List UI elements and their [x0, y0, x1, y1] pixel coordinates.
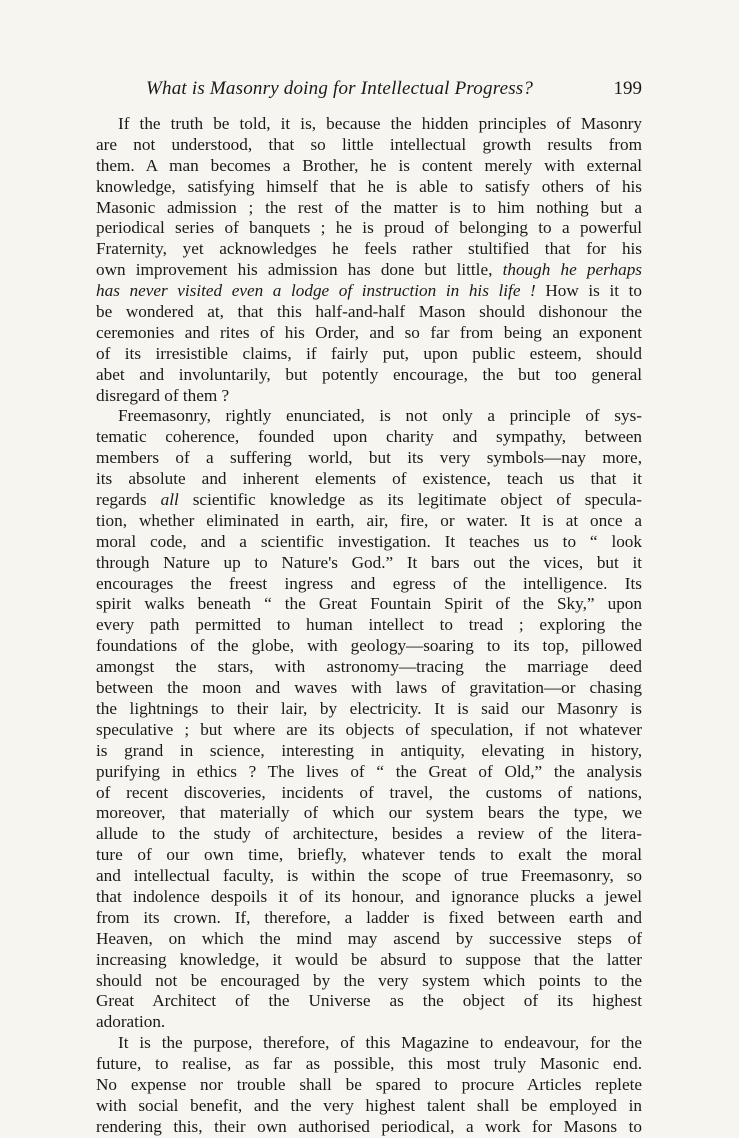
text-segment: adoration.: [96, 1012, 166, 1032]
text-segment: allude to the study of architecture, besides a review of the litera-: [96, 824, 642, 844]
text-line: [96, 699, 642, 720]
text-line: [96, 177, 642, 198]
text-segment: own improvement his admission has done but little,: [96, 260, 503, 280]
text-line: [96, 803, 642, 824]
text-line: [96, 908, 642, 929]
text-segment: knowledge, satisfying himself that he is able to satisfy others of his: [96, 176, 642, 196]
text-segment: periodical series of banquets ; he is proud of belonging to a powerful: [96, 218, 642, 238]
text-line: [96, 1075, 642, 1096]
page-header: [96, 78, 642, 104]
text-line: [96, 678, 642, 699]
text-line: [96, 344, 642, 365]
text-line: [96, 971, 642, 992]
text-segment: future, to realise, as far as possible, this most truly Masonic end.: [96, 1054, 642, 1074]
text-segment: No expense nor trouble shall be spared to procure Articles replete: [96, 1074, 642, 1094]
text-segment: disregard of them ?: [96, 385, 230, 405]
text-line: [96, 490, 642, 511]
text-line: [96, 260, 642, 281]
text-line: [96, 783, 642, 804]
text-line: [96, 1117, 642, 1138]
text-line: [96, 866, 642, 887]
text-line: [96, 824, 642, 845]
text-segment: members of a suffering world, but its very symbols—nay more,: [96, 448, 642, 468]
text-line: [96, 762, 642, 783]
text-line: [96, 365, 642, 386]
text-line: [96, 1096, 642, 1117]
text-segment: abet and involuntarily, but potently encourage, the but too general: [96, 364, 642, 384]
text-line: [96, 532, 642, 553]
text-segment: are not understood, that so little intellectual growth results from: [96, 134, 642, 154]
text-segment: It is the purpose, therefore, of this Magazine to endeavour, for the: [118, 1033, 642, 1053]
text-segment: encourages the freest ingress and egress of the intelligence. Its: [96, 573, 642, 593]
text-line: [96, 218, 642, 239]
text-segment: moral code, and a scientific investigation. It teaches us to “ look: [96, 531, 642, 551]
text-segment: between the moon and waves with laws of gravitation—or chasing: [96, 678, 642, 698]
text-segment: spirit walks beneath “ the Great Fountain Spirit of the Sky,” upon: [96, 594, 642, 614]
text-line: [96, 741, 642, 762]
text-line: [96, 845, 642, 866]
text-segment: increasing knowledge, it would be absurd to suppose that the latter: [96, 949, 642, 969]
text-line: [96, 950, 642, 971]
text-segment: tion, whether eliminated in earth, air, fire, or water. It is at once a: [96, 510, 642, 530]
text-segment: speculative ; but where are its objects of speculation, if not whatever: [96, 719, 642, 739]
text-segment: of its irresistible claims, if fairly put, upon public esteem, should: [96, 343, 642, 363]
text-segment: scientific knowledge as its legitimate object of specula-: [178, 490, 642, 510]
text-segment: Masonic admission ; the rest of the matter is to him nothing but a: [96, 197, 642, 217]
text-line: [96, 448, 642, 469]
text-line: [96, 615, 642, 636]
text-line: [96, 302, 642, 323]
text-line: [96, 198, 642, 219]
text-segment: through Nature up to Nature's God.” It bars out the vices, but it: [96, 552, 642, 572]
text-line: [96, 114, 642, 135]
text-line: [96, 887, 642, 908]
text-segment: tematic coherence, founded upon charity and sympathy, between: [96, 427, 642, 447]
text-segment: ceremonies and rites of his Order, and so far from being an exponent: [96, 322, 642, 342]
italic-segment: has never visited even a lodge of instruction in his life !: [96, 281, 536, 301]
article-body: [96, 114, 642, 1138]
text-line: [96, 469, 642, 490]
text-segment: Heaven, on which the mind may ascend by successive steps of: [96, 928, 642, 948]
text-line: [96, 1033, 642, 1054]
text-segment: from its crown. If, therefore, a ladder is fixed between earth and: [96, 907, 642, 927]
text-segment: its absolute and inherent elements of existence, teach us that it: [96, 469, 642, 489]
text-line: [96, 386, 642, 407]
text-segment: of recent discoveries, incidents of travel, the customs of nations,: [96, 782, 642, 802]
text-segment: is grand in science, interesting in antiquity, elevating in history,: [96, 740, 642, 760]
text-line: [96, 511, 642, 532]
italic-segment: though he perhaps: [502, 260, 642, 280]
text-segment: should not be encouraged by the very system which points to the: [96, 970, 642, 990]
page-number: 199: [613, 78, 642, 99]
text-segment: If the truth be told, it is, because the hidden principles of Masonry: [118, 114, 642, 133]
text-segment: every path permitted to human intellect to tread ; exploring the: [96, 615, 642, 635]
text-segment: purifying in ethics ? The lives of “ the Great of Old,” the analysis: [96, 761, 642, 781]
text-line: [96, 156, 642, 177]
text-segment: Great Architect of the Universe as the object of its highest: [96, 991, 642, 1011]
text-line: [96, 281, 642, 302]
italic-segment: all: [160, 490, 179, 510]
text-line: [96, 929, 642, 950]
text-segment: the lightnings to their lair, by electricity. It is said our Masonry is: [96, 698, 642, 718]
text-segment: Fraternity, yet acknowledges he feels rather stultified that for his: [96, 239, 642, 259]
running-title: What is Masonry doing for Intellectual Progress?: [146, 78, 534, 99]
text-line: [96, 636, 642, 657]
text-segment: Freemasonry, rightly enunciated, is not only a principle of sys-: [118, 406, 642, 426]
text-line: [96, 657, 642, 678]
text-line: [96, 553, 642, 574]
text-segment: moreover, that materially of which our system bears the type, we: [96, 803, 642, 823]
text-line: [96, 720, 642, 741]
text-segment: ture of our own time, briefly, whatever tends to exalt the moral: [96, 845, 642, 865]
text-segment: foundations of the globe, with geology—soaring to its top, pillowed: [96, 636, 642, 656]
text-line: [96, 1012, 642, 1033]
text-segment: them. A man becomes a Brother, he is content merely with external: [96, 155, 642, 175]
text-segment: amongst the stars, with astronomy—tracing the marriage deed: [96, 657, 642, 677]
text-segment: and intellectual faculty, is within the scope of true Freemasonry, so: [96, 866, 642, 886]
text-line: [96, 1054, 642, 1075]
text-segment: rendering this, their own authorised periodical, a work for Masons to: [96, 1116, 642, 1136]
text-line: [96, 594, 642, 615]
text-segment: with social benefit, and the very highest talent shall be employed in: [96, 1095, 642, 1115]
text-line: [96, 323, 642, 344]
text-segment: regards: [96, 490, 161, 510]
text-line: [96, 406, 642, 427]
text-segment: that indolence despoils it of its honour, and ignorance plucks a jewel: [96, 886, 642, 906]
text-line: [96, 427, 642, 448]
text-line: [96, 135, 642, 156]
text-segment: How is it to: [535, 281, 642, 301]
text-line: [96, 991, 642, 1012]
text-line: [96, 239, 642, 260]
text-segment: be wondered at, that this half-and-half Mason should dishonour the: [96, 302, 642, 322]
text-line: [96, 574, 642, 595]
